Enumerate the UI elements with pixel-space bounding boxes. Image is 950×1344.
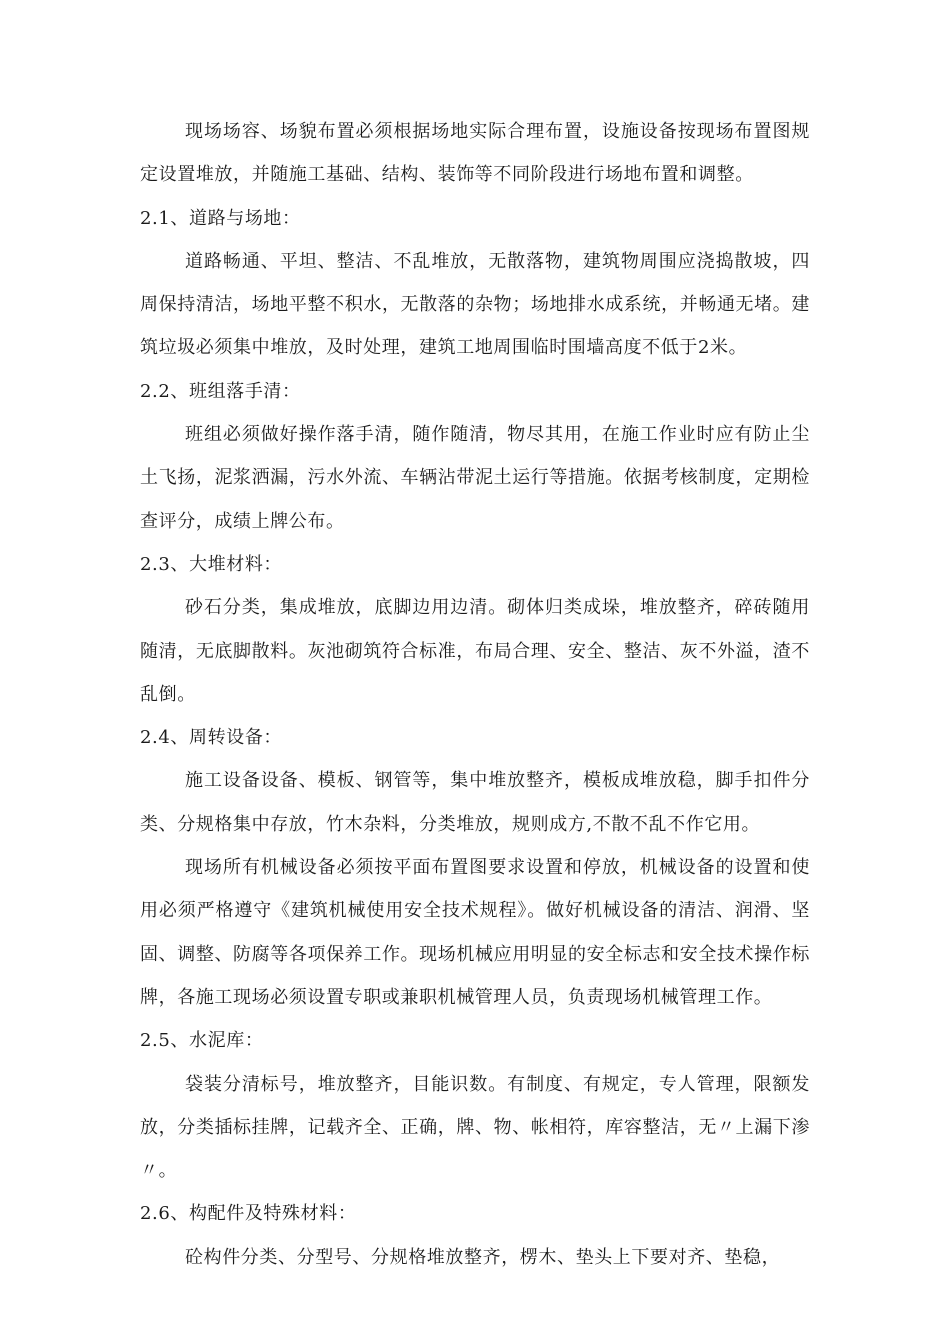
paragraph-equipment: 施工设备设备、模板、钢管等，集中堆放整齐，模板成堆放稳，脚手扣件分类、分规格集中存放，竹木杂料，分类堆放，规则成方,不散不乱不作它用。 [140,770,810,835]
paragraph-site-layout: 现场场容、场貌布置必须根据场地实际合理布置，设施设备按现场布置图规定设置堆放，并随施工基础、结构、装饰等不同阶段进行场地布置和调整。 [140,121,810,186]
paragraph-team-cleanup: 班组必须做好操作落手清，随作随清，物尽其用，在施工作业时应有防止尘土飞扬，泥浆洒漏，污水外流、车辆沾带泥土运行等措施。依据考核制度，定期检查评分，成绩上牌公布。 [140,424,810,532]
paragraph-components: 砼构件分类、分型号、分规格堆放整齐，楞木、垫头上下要对齐、垫稳， [185,1246,781,1268]
section-heading-team-cleanup: 2.2、班组落手清： [140,380,301,402]
document-body [140,110,810,1279]
paragraph-roads: 道路畅通、平坦、整洁、不乱堆放，无散落物，建筑物周围应浇捣散坡，四周保持清洁，场地平整不积水，无散落的杂物；场地排水成系统，并畅通无堵。建筑垃圾必须集中堆放，及时处理，建筑工地周围临时围墙高度不低于2米。 [140,250,810,359]
section-heading-roads: 2.1、道路与场地： [140,207,301,229]
paragraph-machinery: 现场所有机械设备必须按平面布置图要求设置和停放，机械设备的设置和使用必须严格遵守《建筑机械使用安全技术规程》。做好机械设备的清洁、润滑、坚固、调整、防腐等各项保养工作。现场机械应用明显的安全标志和安全技术操作标牌，各施工现场必须设置专职或兼职机械管理人员，负责现场机械管理工作。 [140,857,810,1008]
section-heading-components: 2.6、构配件及特殊材料： [140,1203,357,1225]
paragraph-cement-store: 袋装分清标号，堆放整齐，目能识数。有制度、有规定，专人管理，限额发放，分类插标挂牌，记载齐全、正确，牌、物、帐相符，库容整洁，无〃上漏下渗〃。 [140,1073,810,1182]
section-heading-bulk-materials: 2.3、大堆材料： [140,553,283,575]
section-heading-cement-store: 2.5、水泥库： [140,1030,264,1052]
section-heading-equipment: 2.4、周转设备： [140,727,283,749]
paragraph-bulk-materials: 砂石分类，集成堆放，底脚边用边清。砌体归类成垛，堆放整齐，碎砖随用随清，无底脚散料。灰池砌筑符合标准，布局合理、安全、整洁、灰不外溢，渣不乱倒。 [140,597,810,705]
